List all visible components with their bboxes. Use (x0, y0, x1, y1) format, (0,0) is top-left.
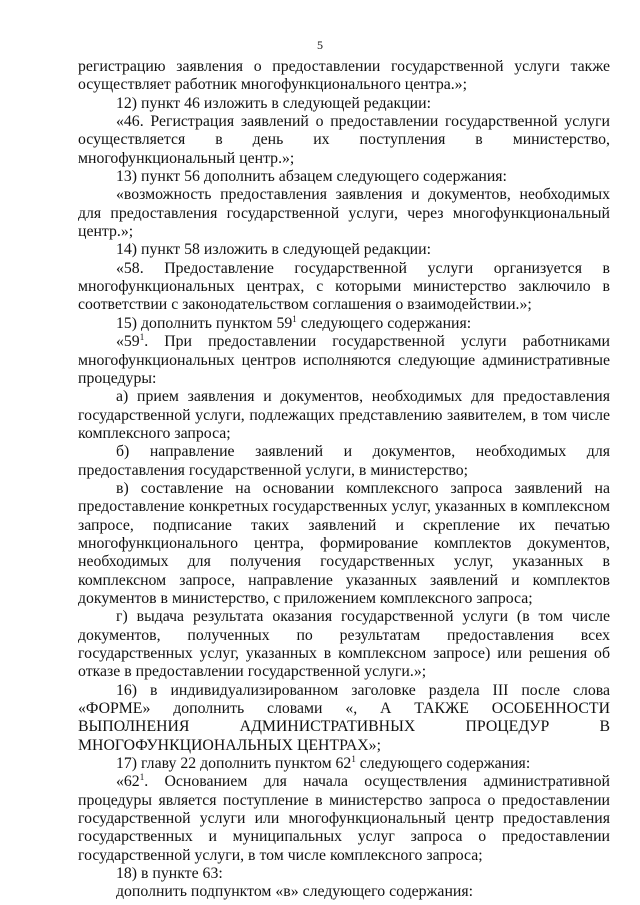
paragraph: 18) в пункте 63: (116, 865, 223, 883)
paragraph (78, 333, 610, 388)
paragraph-text: «62 (116, 773, 140, 791)
paragraph-text: . При предоставлении государственной услуги работниками многофункциональных центров исполняются следующие административные процедуры: (78, 333, 610, 387)
paragraph: б) направление заявлений и документов, необходимых для предоставления государственной услуги, в министерство; (78, 443, 610, 479)
paragraph: «58. Предоставление государственной услуги организуется в многофункциональных центрах, с которыми министерство заключило в соответствии с законодательством соглашения о взаимодействии.»; (78, 259, 610, 314)
paragraph-text: следующего содержания: (355, 755, 531, 773)
paragraph: «возможность предоставления заявления и документов, необходимых для предоставления государственной услуги, через многофункциональный центр.»; (78, 186, 610, 241)
paragraph-text: следующего содержания: (296, 314, 472, 332)
paragraph: регистрацию заявления о предоставлении государственной услуги также осуществляет работник многофункционального центра.»; (78, 58, 610, 94)
paragraph-text: 15) дополнить пунктом 59 (116, 314, 293, 332)
paragraph: в) составление на основании комплексного запроса заявлений на предоставление конкретных государственных услуг, указанных в комплексном запросе, подписание таких заявлений и скрепление их печатью многофункционального центра, формирование комплектов документов, необходимых для получения государственных услуг, указанных в комплексном запросе, направление указанных заявлений и комплектов документов в министерство, с приложением комплексного запроса; (78, 479, 610, 607)
document-body (78, 58, 610, 902)
paragraph: а) прием заявления и документов, необходимых для предоставления государственной услуги, подлежащих представлению заявителем, в том числе комплексного запроса; (78, 388, 610, 442)
page-number: 5 (317, 38, 323, 52)
paragraph (78, 755, 610, 773)
superscript: 1 (292, 313, 297, 324)
paragraph: г) выдача результата оказания государственной услуги (в том числе документов, полученных по результатам предоставления всех государственных услуг, указанных в комплексном запросе) или решения об отказе в предоставлении государственной услуги.»; (78, 608, 610, 681)
paragraph-text: 17) главу 22 дополнить пунктом 62 (116, 755, 352, 773)
superscript: 1 (139, 332, 145, 343)
paragraph: дополнить подпунктом «в» следующего содержания: (116, 883, 474, 901)
paragraph: 16) в индивидуализированном заголовке раздела III после слова «ФОРМЕ» дополнить словами «, А ТАКЖЕ ОСОБЕННОСТИ ВЫПОЛНЕНИЯ АДМИНИСТРАТИВНЫХ ПРОЦЕДУР В МНОГОФУНКЦИОНАЛЬНЫХ ЦЕНТРАХ»; (78, 681, 610, 754)
superscript: 1 (139, 772, 145, 783)
paragraph: «46. Регистрация заявлений о предоставлении государственной услуги осуществляется в день их поступления в министерство, многофункциональный центр.»; (78, 113, 610, 167)
paragraph-text: . Основанием для начала осуществления административной процедуры является поступление в министерство запроса о предоставлении государственной услуги или многофункциональный центр предоставления государственных и муниципальных услуг запроса о предоставлении государственной услуги, в том числе комплексного запроса; (78, 773, 610, 864)
paragraph (78, 773, 610, 865)
superscript: 1 (351, 754, 356, 765)
paragraph-text: «59 (116, 333, 140, 351)
paragraph: 14) пункт 58 изложить в следующей редакции: (116, 241, 431, 259)
paragraph (78, 315, 610, 333)
paragraph: 12) пункт 46 изложить в следующей редакции: (116, 94, 431, 112)
paragraph: 13) пункт 56 дополнить абзацем следующего содержания: (116, 168, 507, 186)
